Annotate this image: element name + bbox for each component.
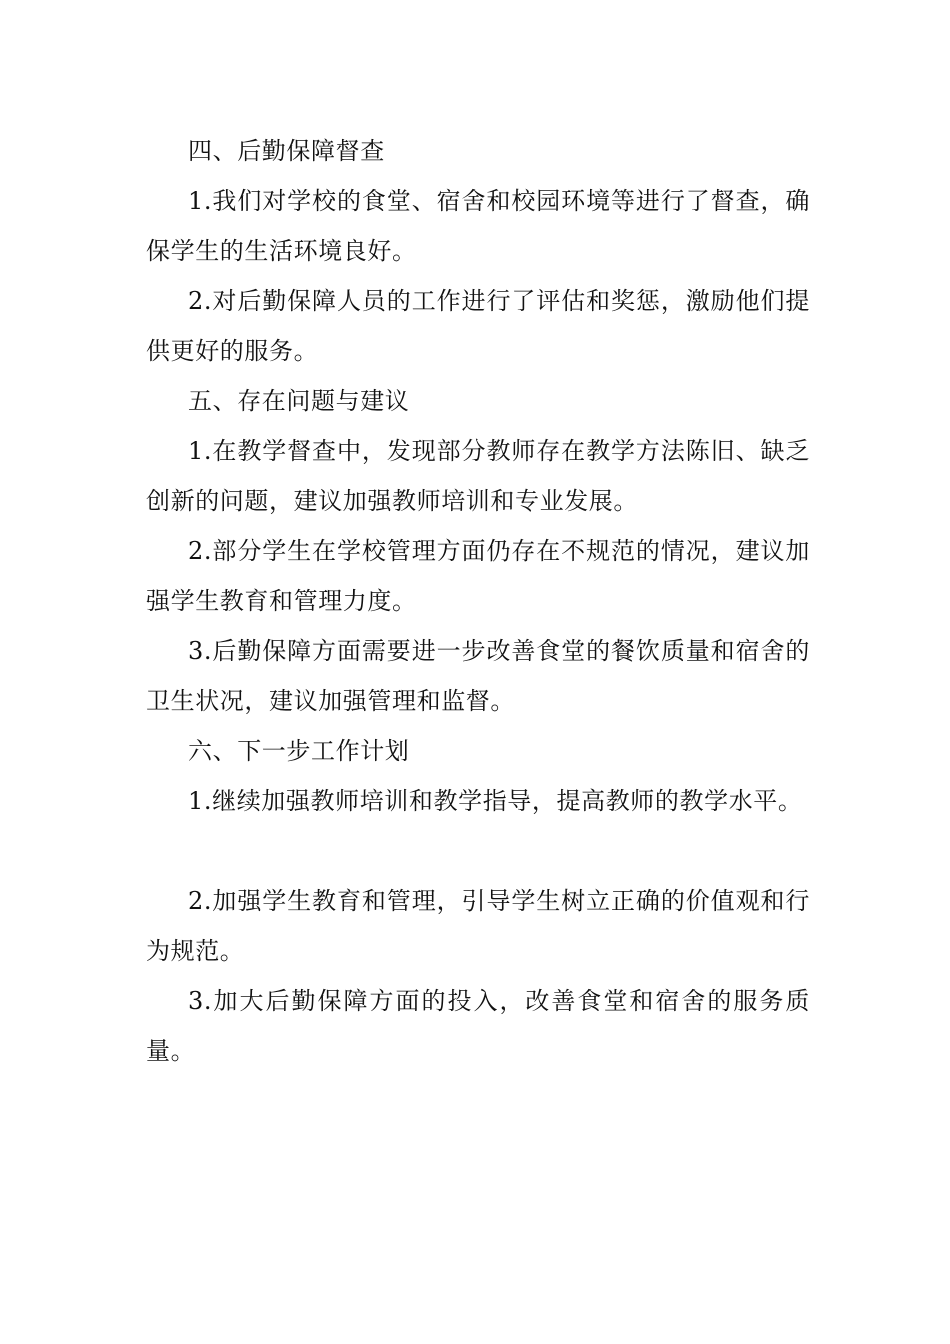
paragraph-issues-1: 1.在教学督查中，发现部分教师存在教学方法陈旧、缺乏创新的问题，建议加强教师培训和专业发展。 (146, 437, 810, 515)
paragraph-logistics-2: 2.对后勤保障人员的工作进行了评估和奖惩，激励他们提供更好的服务。 (146, 287, 810, 365)
document-body (146, 126, 810, 1076)
paragraph-plan-2: 2.加强学生教育和管理，引导学生树立正确的价值观和行为规范。 (146, 887, 810, 965)
paragraph-plan-3: 3.加大后勤保障方面的投入，改善食堂和宿舍的服务质量。 (146, 987, 810, 1065)
paragraph-plan-1: 1.继续加强教师培训和教学指导，提高教师的教学水平。 (188, 787, 803, 815)
paragraph-issues-3: 3.后勤保障方面需要进一步改善食堂的餐饮质量和宿舍的卫生状况，建议加强管理和监督。 (146, 637, 810, 715)
paragraph-logistics-1: 1.我们对学校的食堂、宿舍和校园环境等进行了督查，确保学生的生活环境良好。 (146, 187, 810, 265)
section-heading-next-plan: 六、下一步工作计划 (188, 737, 410, 765)
paragraph-spacer (146, 826, 810, 876)
paragraph-issues-2: 2.部分学生在学校管理方面仍存在不规范的情况，建议加强学生教育和管理力度。 (146, 537, 810, 615)
section-heading-logistics: 四、后勤保障督查 (188, 137, 385, 165)
section-heading-issues: 五、存在问题与建议 (188, 387, 410, 415)
